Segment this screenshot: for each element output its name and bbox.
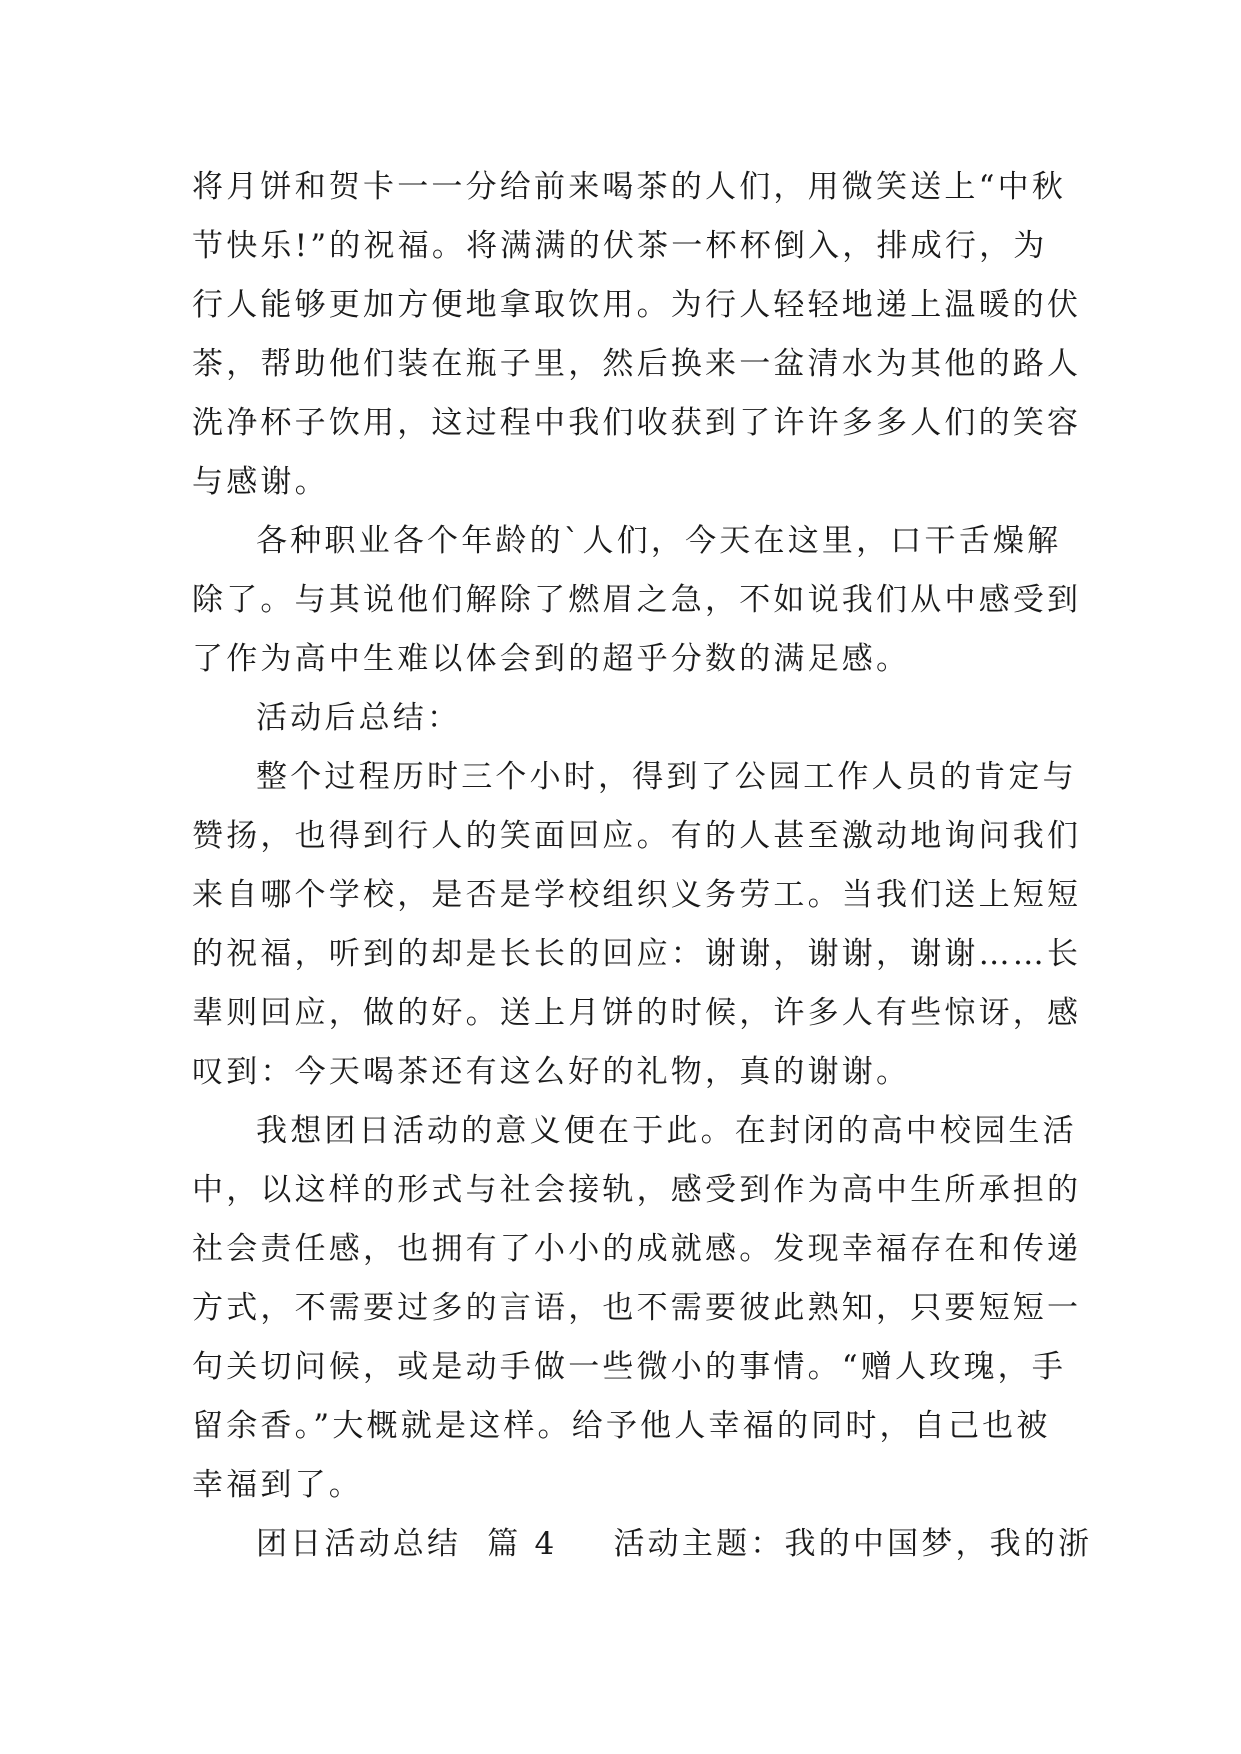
paragraph-line: 赞扬，也得到行人的笑面回应。有的人甚至激动地询问我们 [192, 818, 1082, 854]
paragraph-line: 茶，帮助他们装在瓶子里，然后换来一盆清水为其他的路人 [192, 346, 1082, 382]
final-line [192, 1515, 1093, 1574]
paragraph-line: 辈则回应，做的好。送上月饼的时候，许多人有些惊讶，感 [192, 995, 1082, 1031]
paragraph-line: 整个过程历时三个小时，得到了公园工作人员的肯定与 [256, 759, 1077, 795]
paragraph-5 [192, 1102, 1082, 1515]
paragraph-line: 我想团日活动的意义便在于此。在封闭的高中校园生活 [256, 1113, 1077, 1149]
paragraph-line: 洗净杯子饮用，这过程中我们收获到了许许多多人们的笑容 [192, 405, 1082, 441]
paragraph-line: 与感谢。 [192, 464, 329, 500]
paragraph-line: 幸福到了。 [192, 1467, 363, 1503]
article-section-heading: 团日活动总结 篇 4 [256, 1526, 558, 1562]
paragraph-line: 社会责任感，也拥有了小小的成就感。发现幸福存在和传递 [192, 1231, 1082, 1267]
paragraph-line: 句关切问候，或是动手做一些微小的事情。“赠人玫瑰，手 [192, 1349, 1067, 1385]
activity-topic-text: 活动主题：我的中国梦，我的浙 [613, 1526, 1093, 1562]
paragraph-line: 中，以这样的形式与社会接轨，感受到作为高中生所承担的 [192, 1172, 1082, 1208]
paragraph-line: 留余香。”大概就是这样。给予他人幸福的同时，自己也被 [192, 1408, 1051, 1444]
paragraph-1 [192, 158, 1082, 512]
paragraph-4 [192, 748, 1082, 1102]
paragraph-2 [192, 512, 1082, 689]
paragraph-line: 节快乐!”的祝福。将满满的伏茶一杯杯倒入，排成行，为 [192, 228, 1048, 264]
document-body [192, 158, 1093, 1574]
paragraph-3 [192, 689, 1052, 748]
paragraph-line: 叹到：今天喝茶还有这么好的礼物，真的谢谢。 [192, 1054, 911, 1090]
paragraph-line: 除了。与其说他们解除了燃眉之急，不如说我们从中感受到 [192, 582, 1082, 618]
paragraph-line: 来自哪个学校，是否是学校组织义务劳工。当我们送上短短 [192, 877, 1082, 913]
section-heading: 活动后总结： [256, 700, 462, 736]
paragraph-line: 了作为高中生难以体会到的超乎分数的满足感。 [192, 641, 911, 677]
paragraph-line: 行人能够更加方便地拿取饮用。为行人轻轻地递上温暖的伏 [192, 287, 1082, 323]
paragraph-line: 将月饼和贺卡一一分给前来喝茶的人们，用微笑送上“中秋 [192, 169, 1067, 205]
paragraph-line: 的祝福，听到的却是长长的回应：谢谢，谢谢，谢谢……长 [192, 936, 1082, 972]
paragraph-line: 各种职业各个年龄的`人们，今天在这里，口干舌燥解 [256, 523, 1062, 559]
paragraph-line: 方式，不需要过多的言语，也不需要彼此熟知，只要短短一 [192, 1290, 1082, 1326]
